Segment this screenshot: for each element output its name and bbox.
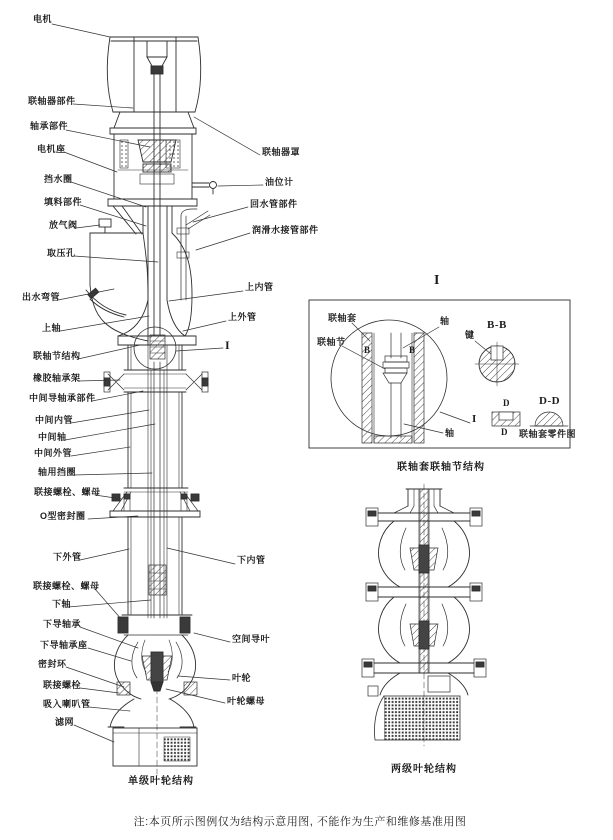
label-pressure-hole: 取压孔 [47,248,76,258]
label-shaft-bottom: 轴 [445,428,455,438]
label-marker-I: I [225,338,231,352]
leader-lube-pipe [196,233,250,250]
leader-detail-I-inner [440,412,470,423]
label-lower-inner-pipe: 下内管 [237,555,266,565]
label-upper-shaft: 上轴 [42,323,62,333]
label-lower-outer-pipe: 下外管 [53,552,82,562]
leader-connect-bolt [80,688,119,693]
leader-upper-shaft [60,316,149,331]
label-connect-bolt: 联接螺栓 [43,680,82,690]
leader-motor [52,24,110,37]
label-mid-shaft: 中间轴 [38,432,67,442]
label-shaft-top: 轴 [440,316,450,326]
label-strainer: 滤网 [55,717,75,727]
label-b-b-title: B-B [487,319,507,331]
label-mid-outer-pipe: 中间外管 [34,448,73,458]
leader-rubber-bearing-bracket [78,380,120,381]
label-water-slinger: 挡水圈 [44,174,73,184]
leader-impeller [178,676,230,680]
page-note: 注:本页所示图例仅为结构示意用图, 不能作为生产和维修基准用图 [133,816,467,828]
label-mid-inner-pipe: 中间内管 [35,415,74,425]
label-upper-inner-pipe: 上内管 [245,282,274,292]
label-b-right: B [409,345,416,355]
label-coupling-joint-structure: 联轴节结构 [33,351,81,361]
leader-oil-gauge [218,185,263,186]
leader-shaft-ring [74,473,152,475]
label-lube-pipe: 润滑水接管部件 [252,225,319,235]
label-sleeve-part-title: 联轴套零件图 [519,429,577,439]
label-mid-guide-bearing: 中间导轴承部件 [29,393,96,403]
leader-motor-stand [64,152,117,172]
label-impeller-nut: 叶轮螺母 [227,696,266,706]
caption-two-stage: 两级叶轮结构 [391,764,457,775]
leader-pressure-hole [74,256,158,262]
leader-lower-bearing-seat [88,648,131,661]
label-return-pipe: 回水管部件 [250,199,298,209]
leader-lower-inner-pipe [167,548,235,564]
label-lower-bearing-seat: 下导轴承座 [40,640,88,650]
label-coupling-sleeve: 联轴套 [328,313,357,323]
caption-coupling-detail: 联轴套联轴节结构 [397,462,485,473]
leader-strainer [74,725,114,742]
label-lower-shaft: 下轴 [52,599,72,609]
label-d-bottom: D [501,427,508,437]
label-detail-I-top: I [434,273,440,288]
label-oil-gauge: 油位计 [265,177,294,187]
label-coupling-assembly: 联轴器部件 [28,96,76,106]
label-motor: 电机 [33,14,53,24]
label-coupling-cover: 联轴器罩 [262,147,301,157]
label-bearing-assembly: 轴承部件 [30,121,69,131]
leader-bearing-assembly [66,130,150,147]
leader-mid-outer-pipe [71,447,130,456]
label-o-ring: O型密封圈 [40,511,86,521]
two-stage-assembly [362,484,486,746]
caption-single-stage: 单级叶轮结构 [128,776,194,787]
label-lower-guide-bearing: 下导轴承 [43,619,82,629]
leader-marker-I [176,348,223,351]
label-b-left: B [364,345,371,355]
leader-coupling-cover [194,117,260,155]
label-suction-bell: 吸入喇叭管 [43,699,91,709]
label-motor-stand: 电机座 [37,144,66,154]
leader-guide-vane [194,633,230,642]
label-detail-I-inner: I [472,413,477,425]
label-guide-vane: 空间导叶 [232,634,271,644]
label-bolts-nuts-1: 联接螺栓、螺母 [34,487,101,497]
label-coupling-joint: 联轴节 [317,337,346,347]
label-key: 键 [465,330,475,340]
label-seal-ring: 密封环 [38,659,67,669]
leader-mid-inner-pipe [71,410,149,423]
label-d-top: D [503,398,510,408]
label-impeller: 叶轮 [232,673,252,683]
leader-coupling-sleeve [352,323,370,341]
leader-mid-guide-bearing [92,391,143,401]
main-assembly [86,37,217,774]
label-upper-outer-pipe: 上外管 [228,312,257,322]
leader-lower-guide-bearing [80,627,138,648]
leader-return-pipe [193,207,248,222]
leader-water-slinger [71,182,146,207]
label-d-d-title: D-D [539,395,561,407]
label-air-valve: 放气阀 [49,220,78,230]
leader-lower-outer-pipe [80,549,129,560]
leader-coupling-assembly [73,104,133,108]
leader-suction-bell [89,707,130,711]
leader-air-valve [76,225,100,228]
label-rubber-bearing-bracket: 橡胶轴承架 [33,373,81,383]
label-bolts-nuts-2: 联接螺栓、螺母 [33,581,100,591]
leader-mid-shaft [65,424,155,440]
leader-o-ring [88,516,138,519]
label-shaft-ring: 轴用挡圈 [38,467,77,477]
label-packing-assembly: 填料部件 [44,197,83,207]
leader-packing-assembly [80,205,146,226]
label-outlet-elbow: 出水弯管 [22,292,61,302]
leader-upper-inner-pipe [169,291,243,301]
